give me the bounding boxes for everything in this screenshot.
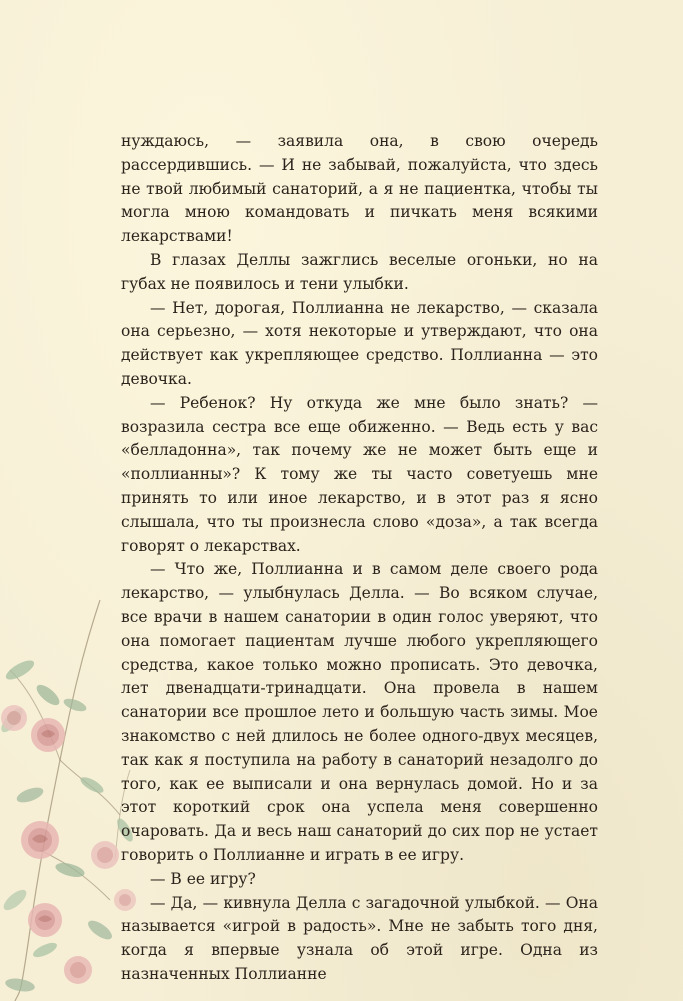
- paragraph: — Нет, дорогая, Поллианна не лекарство, — сказала она серьезно, — хотя некоторые и утверждают, что она действует как укрепляющее средство. Поллианна — это девочка.: [121, 298, 598, 388]
- paragraph: — В ее игру?: [150, 869, 256, 888]
- paragraph: — Да, — кивнула Делла с загадочной улыбкой. — Она называется «игрой в радость». Мне не забыть того дня, когда я впервые узнала об этой игре. Одна из назначенных Поллианне: [121, 893, 598, 983]
- paragraph: — Ребенок? Ну откуда же мне было знать? — возразила сестра все еще обиженно. — Ведь есть у вас «белладонна», так почему же не может быть еще и «поллианны»? К тому же ты часто советуешь мне принять то или иное лекарство, и в этот раз я ясно слышала, что ты произнесла слово «доза», а так всегда говорят о лекарствах.: [121, 393, 598, 555]
- text-column: [121, 130, 598, 987]
- paragraph: В глазах Деллы зажглись веселые огоньки, но на губах не появилось и тени улыбки.: [121, 250, 598, 293]
- paragraph: нуждаюсь, — заявила она, в свою очередь рассердившись. — И не забывай, пожалуйста, что здесь не твой любимый санаторий, а я не пациентка, чтобы ты могла мною командовать и пичкать меня всякими лекарствами!: [121, 132, 598, 246]
- paragraph: — Что же, Поллианна и в самом деле своего рода лекарство, — улыбнулась Делла. — Во всяком случае, все врачи в нашем санатории в один голос уверяют, что она помогает пациентам лучше любого укрепляющего средства, какое только можно прописать. Это девочка, лет двенадцати-тринадцати. Она провела в нашем санатории все прошлое лето и большую часть зимы. Мое знакомство с ней длилось не более одного-двух месяцев, так как я поступила на работу в санаторий незадолго до того, как ее выписали и она вернулась домой. Но и за этот короткий срок она успела меня совершенно очаровать. Да и весь наш санаторий до сих пор не устает говорить о Поллианне и играть в ее игру.: [121, 560, 598, 864]
